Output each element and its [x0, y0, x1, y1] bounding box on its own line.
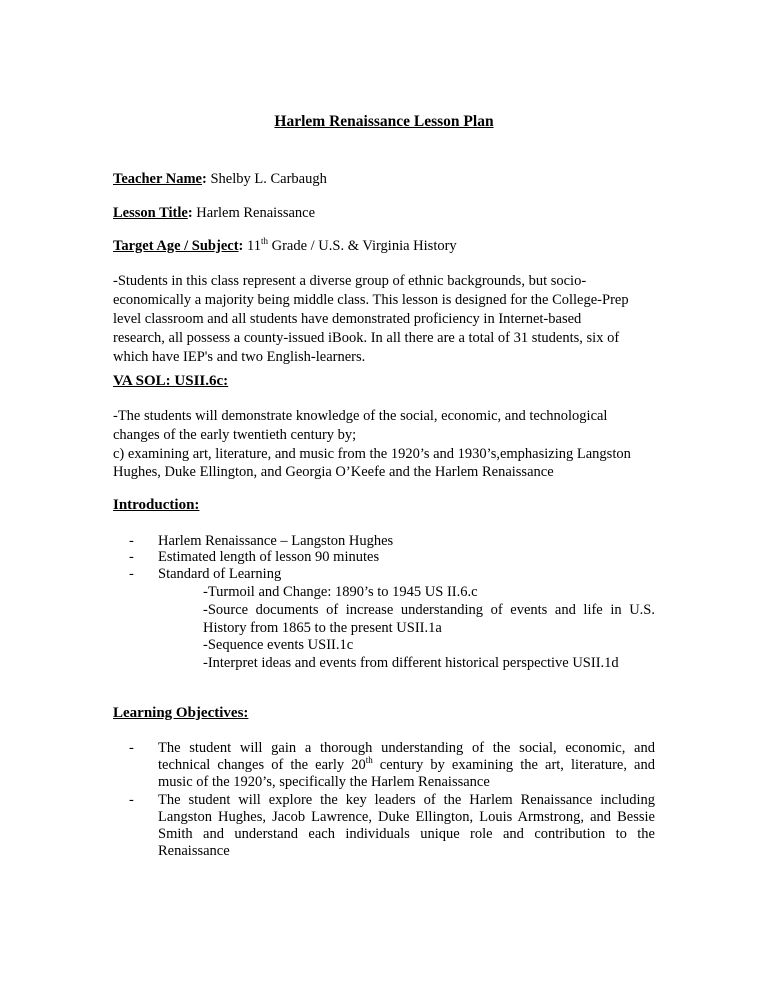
teacher-name-value: Shelby L. Carbaugh [210, 171, 327, 187]
learning-objectives-heading: Learning Objectives: [113, 705, 249, 721]
grade-number: 11 [247, 238, 261, 254]
bullet-dash: - [129, 549, 134, 565]
objective-line: music of the 1920’s, specifically the Harlem Renaissance [158, 774, 490, 790]
lesson-title-value: Harlem Renaissance [196, 205, 316, 221]
lesson-title-label: Lesson Title [113, 205, 188, 221]
bullet-dash: - [129, 533, 134, 549]
subject-value: Grade / U.S. & Virginia History [271, 238, 457, 254]
teacher-name-field: Teacher Name: Shelby L. Carbaugh [113, 171, 327, 187]
intro-bullet: Harlem Renaissance – Langston Hughes [158, 533, 394, 549]
century-suffix: th [365, 755, 373, 766]
standard-item: -Interpret ideas and events from different historical perspective USII.1d [203, 655, 619, 671]
sol-text-line: -The students will demonstrate knowledge of the social, economic, and technological [113, 408, 608, 424]
objective-text: technical changes of the early 20 [158, 757, 366, 773]
objective-line: Langston Hughes, Jacob Lawrence, Duke Ellington, Louis Armstrong, and Bessie [158, 809, 655, 825]
objective-line [158, 757, 655, 774]
lesson-title-field: Lesson Title: Harlem Renaissance [113, 205, 316, 221]
bullet-dash: - [129, 740, 134, 756]
sol-text-line: Hughes, Duke Ellington, and Georgia O’Keefe and the Harlem Renaissance [113, 464, 554, 480]
bullet-dash: - [129, 792, 134, 808]
sol-text-line: changes of the early twentieth century by; [113, 427, 357, 443]
standard-item: -Sequence events USII.1c [203, 637, 354, 653]
objective-text: century by examining the art, literature, and [372, 757, 655, 773]
sol-heading: VA SOL: USII.6c: [113, 373, 229, 389]
standard-item: -Turmoil and Change: 1890’s to 1945 US II.6.c [203, 584, 478, 600]
intro-bullet: Estimated length of lesson 90 minutes [158, 549, 380, 565]
objective-line: The student will gain a thorough understanding of the social, economic, and [158, 740, 655, 756]
teacher-name-label: Teacher Name [113, 171, 202, 187]
class-desc-line: which have IEP's and two English-learners. [113, 349, 366, 365]
grade-suffix: th [260, 236, 268, 247]
class-desc-line: -Students in this class represent a diverse group of ethnic backgrounds, but socio- [113, 273, 587, 289]
intro-bullet: Standard of Learning [158, 566, 282, 582]
objective-line: The student will explore the key leaders of the Harlem Renaissance including [158, 792, 655, 808]
class-desc-line: research, all possess a county-issued iBook. In all there are a total of 31 students, six of [113, 330, 620, 346]
class-desc-line: economically a majority being middle class. This lesson is designed for the College-Prep [113, 292, 629, 308]
class-desc-line: level classroom and all students have demonstrated proficiency in Internet-based [113, 311, 582, 327]
target-age-field: Target Age / Subject: 11th Grade / U.S. & Virginia History [113, 236, 457, 254]
introduction-heading: Introduction: [113, 497, 200, 513]
document-title: Harlem Renaissance Lesson Plan [274, 113, 494, 130]
standard-item: History from 1865 to the present USII.1a [203, 620, 442, 636]
standard-item: -Source documents of increase understanding of events and life in U.S. [203, 602, 655, 618]
objective-line: Renaissance [158, 843, 230, 859]
bullet-dash: - [129, 566, 134, 582]
target-age-label: Target Age / Subject [113, 238, 239, 254]
objective-line: Smith and understand each individuals unique role and contribution to the [158, 826, 655, 842]
sol-text-line: c) examining art, literature, and music from the 1920’s and 1930’s,emphasizing Langston [113, 446, 631, 462]
